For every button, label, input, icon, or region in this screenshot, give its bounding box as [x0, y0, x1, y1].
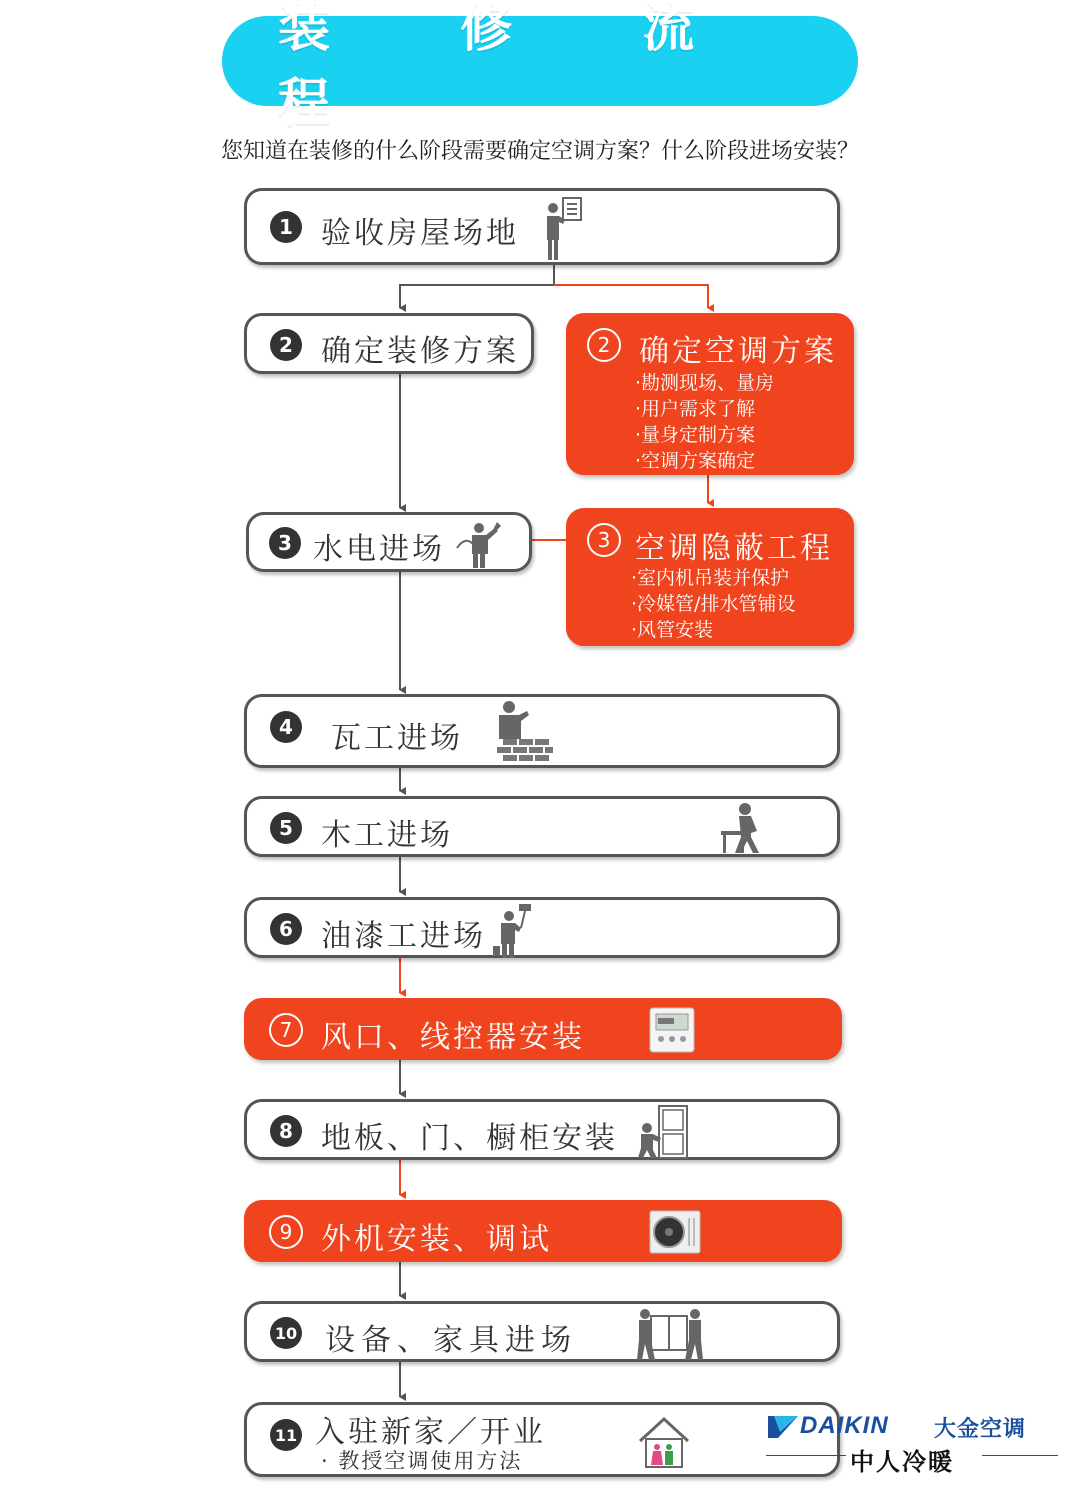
step-1-box: [244, 188, 840, 265]
daikin-brand-cn: 大金空调: [934, 1417, 1027, 1442]
outdoor-unit-icon: [649, 1210, 701, 1256]
step-6-label: 油漆工进场: [321, 919, 486, 954]
step-7-box: [244, 998, 842, 1060]
step-3r-box: [566, 508, 854, 646]
connector-1-2r: [554, 285, 708, 308]
step-5-box: [244, 796, 840, 857]
step-7-number: 7: [269, 1013, 303, 1047]
daikin-logo-icon: [766, 1414, 802, 1440]
step-2-number: 2: [270, 329, 302, 361]
step-10-box: [244, 1301, 840, 1362]
step-4-box: [244, 694, 840, 768]
step-4-number: 4: [270, 711, 302, 743]
step-1-label: 验收房屋场地: [321, 216, 519, 251]
step-3r-number: 3: [587, 523, 621, 557]
step-3r-bullet: ·冷媒管/排水管铺设: [631, 593, 796, 615]
step-2r-box: [566, 313, 854, 475]
logo-divider-left: [766, 1455, 846, 1456]
step-4-label: 瓦工进场: [331, 721, 463, 756]
door-installer-icon: [637, 1104, 693, 1160]
step-3r-bullet: ·室内机吊装并保护: [631, 567, 790, 589]
daikin-logo: [766, 1412, 1060, 1476]
step-3-box: [246, 512, 532, 572]
step-6-number: 6: [270, 913, 302, 945]
step-2r-bullet: ·勘测现场、量房: [635, 372, 775, 394]
step-2r-label: 确定空调方案: [639, 334, 837, 369]
connector-1-2: [400, 265, 554, 308]
logo-divider-right: [982, 1455, 1058, 1456]
electrician-icon: [455, 518, 505, 570]
inspector-icon: [539, 196, 587, 262]
step-3r-label: 空调隐蔽工程: [635, 531, 833, 566]
wired-controller-icon: [649, 1007, 695, 1053]
carpenter-icon: [717, 801, 767, 857]
daikin-brand: DAIKIN: [800, 1412, 889, 1439]
title-banner: [222, 0, 858, 134]
step-10-label: 设备、家具进场: [325, 1323, 577, 1358]
painter-icon: [491, 902, 535, 960]
page-title: 装 修 流 程: [278, 0, 751, 134]
step-11-number: 11: [270, 1419, 302, 1451]
step-11-label: 入驻新家／开业: [315, 1415, 546, 1450]
step-10-number: 10: [270, 1317, 302, 1349]
step-1-number: 1: [270, 211, 302, 243]
movers-icon: [637, 1306, 703, 1364]
step-9-number: 9: [269, 1215, 303, 1249]
bricklayer-icon: [493, 699, 555, 765]
step-2-label: 确定装修方案: [321, 334, 519, 369]
home-icon: [637, 1415, 691, 1471]
step-3-number: 3: [269, 527, 301, 559]
step-6-box: [244, 897, 840, 958]
step-8-number: 8: [270, 1115, 302, 1147]
step-8-box: [244, 1099, 840, 1160]
step-5-number: 5: [270, 812, 302, 844]
step-9-label: 外机安装、调试: [321, 1222, 552, 1257]
step-7-label: 风口、线控器安装: [321, 1020, 585, 1055]
step-11-sub: · 教授空调使用方法: [321, 1449, 523, 1473]
dealer-name: 中人冷暖: [850, 1448, 954, 1476]
step-8-label: 地板、门、橱柜安装: [321, 1121, 618, 1156]
subtitle: 您知道在装修的什么阶段需要确定空调方案？什么阶段进场安装？: [220, 139, 859, 164]
step-5-label: 木工进场: [321, 818, 453, 853]
step-3r-bullet: ·风管安装: [631, 619, 714, 641]
step-2r-bullet: ·用户需求了解: [635, 398, 756, 420]
step-11-box: [244, 1402, 840, 1477]
step-2r-number: 2: [587, 328, 621, 362]
step-9-box: [244, 1200, 842, 1262]
step-2-box: [244, 313, 534, 374]
step-2r-bullet: ·量身定制方案: [635, 424, 756, 446]
step-3-label: 水电进场: [313, 532, 445, 567]
step-2r-bullet: ·空调方案确定: [635, 450, 756, 472]
